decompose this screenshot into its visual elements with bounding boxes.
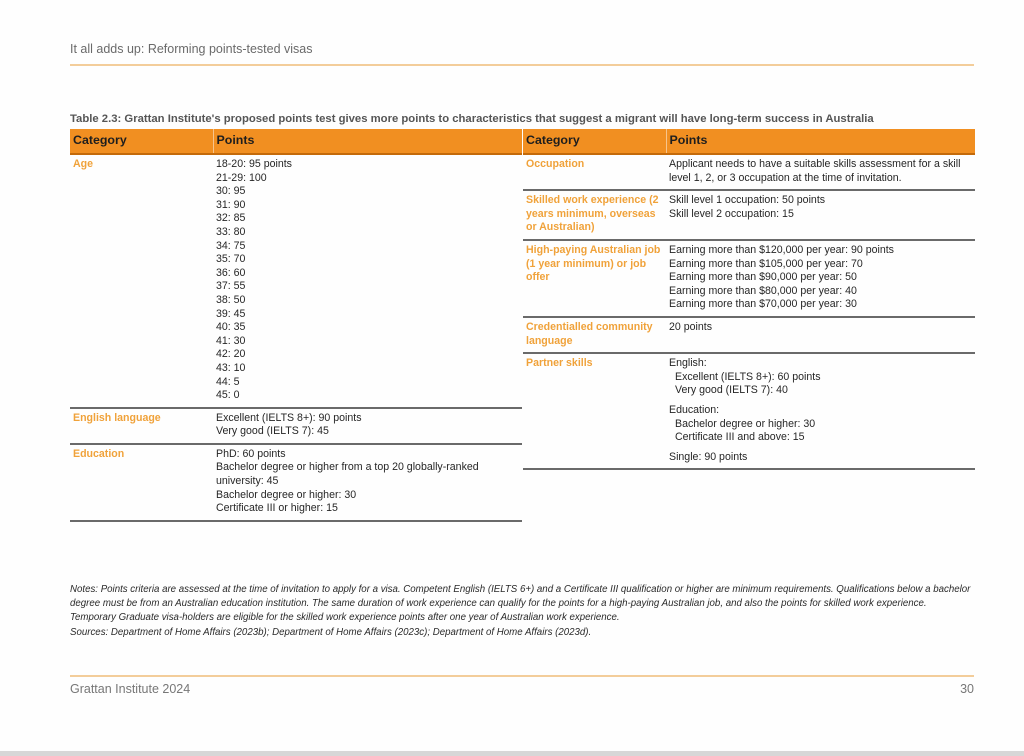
table-caption: Table 2.3: Grattan Institute's proposed points test gives more points to characteristics that suggest a migrant will have long-term success in Australia [70, 113, 874, 125]
notes-text: Notes: Points criteria are assessed at the time of invitation to apply for a visa. Competent English (IELTS 6+) and a Certificate III qualification or higher are minimum requirements. Qualifications below a bachelor degree must be from an Australian education institution. The same duration of work experience can qualify for the points for a high-paying Australian job, and also the points for skilled work experience. Temporary Graduate visa-holders are eligible for the skilled work experience points after one year of Australian work experience. [70, 584, 971, 623]
points-line: 39: 45 [216, 307, 246, 320]
table-header-row [523, 129, 975, 154]
points-line: Earning more than $80,000 per year: 40 [669, 284, 857, 297]
points-line: Skill level 2 occupation: 15 [669, 207, 794, 220]
points-line: 34: 75 [216, 239, 246, 252]
points-line: Very good (IELTS 7): 45 [216, 425, 329, 438]
table-row [70, 408, 522, 444]
points-cell [213, 444, 522, 521]
column-header-category: Category [523, 129, 666, 154]
points-cell [213, 408, 522, 444]
points-table-left [70, 129, 522, 522]
points-line: 33: 80 [216, 225, 246, 238]
table-row [70, 154, 522, 408]
points-line: 31: 90 [216, 198, 246, 211]
points-cell [666, 154, 975, 190]
points-group-heading: Single: 90 points [669, 450, 748, 463]
points-line: PhD: 60 points [216, 447, 286, 460]
table-row [523, 317, 975, 353]
category-cell: Credentialled community language [523, 317, 666, 353]
category-cell: Partner skills [523, 353, 666, 469]
points-cell [666, 190, 975, 240]
column-header-points: Points [666, 129, 975, 154]
points-line: 38: 50 [216, 293, 246, 306]
page-number: 30 [960, 682, 974, 696]
footer-publisher: Grattan Institute 2024 [70, 682, 191, 696]
points-group-heading: English: [669, 357, 707, 370]
points-line: 41: 30 [216, 334, 246, 347]
sources-text: Sources: Department of Home Affairs (2023b); Department of Home Affairs (2023c); Department of Home Affairs (2023d). [70, 627, 592, 638]
category-cell: Occupation [523, 154, 666, 190]
table-row [523, 154, 975, 190]
points-table-right [523, 129, 975, 470]
category-cell: Skilled work experience (2 years minimum, overseas or Australian) [523, 190, 666, 240]
points-line: 45: 0 [216, 389, 240, 402]
points-line: 42: 20 [216, 348, 246, 361]
points-line: 37: 55 [216, 280, 246, 293]
table-row [523, 353, 975, 469]
points-line: Bachelor degree or higher: 30 [216, 488, 357, 501]
points-line: Excellent (IELTS 8+): 60 points [675, 370, 821, 383]
points-group-heading: Education: [669, 403, 720, 416]
column-header-category: Category [70, 129, 213, 154]
category-cell: English language [70, 408, 213, 444]
running-head-title: It all adds up: Reforming points-tested visas [70, 42, 313, 56]
points-line: 35: 70 [216, 253, 246, 266]
points-line: Earning more than $70,000 per year: 30 [669, 298, 857, 311]
points-line: Earning more than $90,000 per year: 50 [669, 271, 857, 284]
points-line: Excellent (IELTS 8+): 90 points [216, 411, 362, 424]
points-cell [213, 154, 522, 408]
points-line: Bachelor degree or higher from a top 20 globally-ranked university: 45 [216, 461, 479, 488]
category-cell: Age [70, 154, 213, 408]
points-line: Earning more than $105,000 per year: 70 [669, 257, 863, 270]
points-line: 21-29: 100 [216, 171, 267, 184]
points-line: Very good (IELTS 7): 40 [675, 384, 788, 397]
points-line: Bachelor degree or higher: 30 [675, 417, 816, 430]
points-line: 36: 60 [216, 266, 246, 279]
points-cell [666, 240, 975, 317]
viewer-bottom-edge [0, 751, 1024, 756]
points-line: Certificate III or higher: 15 [216, 502, 338, 515]
points-line: Certificate III and above: 15 [675, 431, 805, 444]
category-cell: High-paying Australian job (1 year minimum) or job offer [523, 240, 666, 317]
points-line: 20 points [669, 320, 712, 333]
points-line: 40: 35 [216, 321, 246, 334]
points-line: 32: 85 [216, 212, 246, 225]
footer-rule [70, 675, 974, 677]
points-cell [666, 353, 975, 469]
points-line: Applicant needs to have a suitable skills assessment for a skill level 1, 2, or 3 occupation at the time of invitation. [669, 158, 961, 184]
points-line: 44: 5 [216, 375, 240, 388]
table-row [523, 240, 975, 317]
table-header-row [70, 129, 522, 154]
points-line: 43: 10 [216, 361, 246, 374]
points-cell [666, 317, 975, 353]
category-cell: Education [70, 444, 213, 521]
column-header-points: Points [213, 129, 522, 154]
table-notes [70, 583, 975, 640]
points-line: Earning more than $120,000 per year: 90 points [669, 243, 894, 256]
points-line: 30: 95 [216, 185, 246, 198]
points-line: 18-20: 95 points [216, 158, 292, 170]
table-row [70, 444, 522, 521]
header-rule [70, 64, 974, 66]
points-line: Skill level 1 occupation: 50 points [669, 194, 826, 207]
table-row [523, 190, 975, 240]
